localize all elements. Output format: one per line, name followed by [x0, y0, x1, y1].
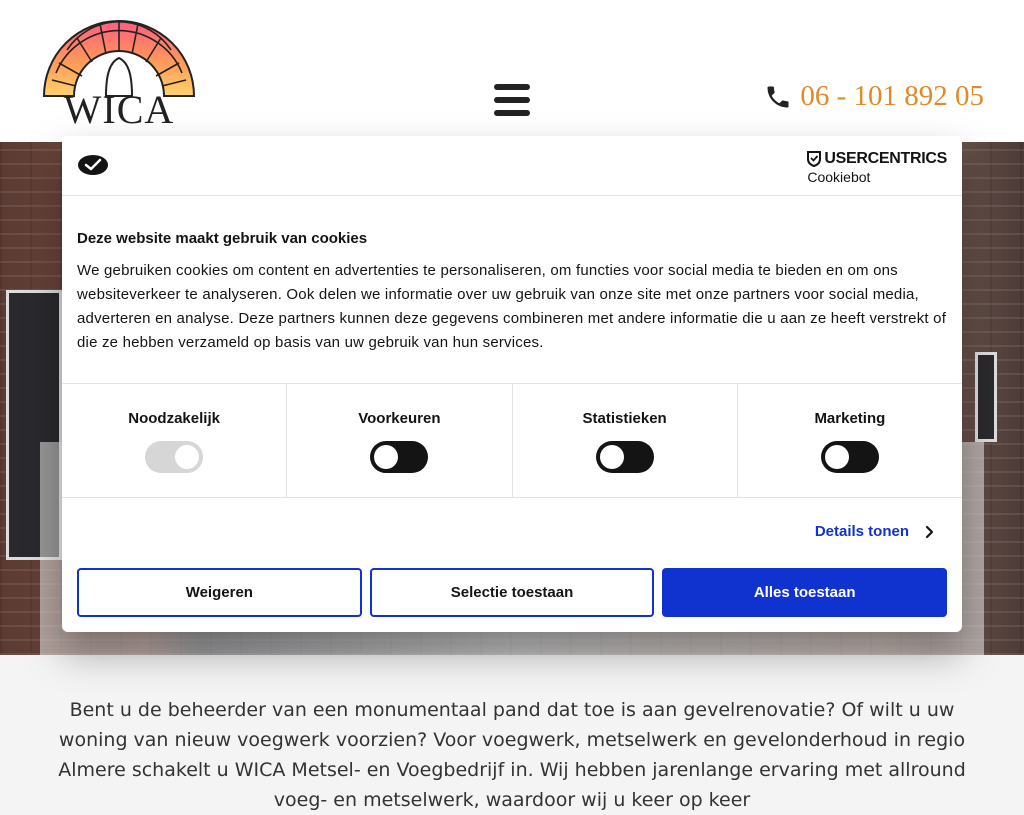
dialog-title: Deze website maakt gebruik van cookies: [77, 230, 368, 247]
reject-button[interactable]: Weigeren: [77, 568, 362, 617]
toggle-necessary: [145, 441, 203, 473]
toggle-marketing[interactable]: [821, 441, 879, 473]
phone-number[interactable]: 06 - 101 892 05: [800, 80, 984, 112]
category-label: Statistieken: [582, 410, 667, 427]
brand-name: USERCENTRICS: [824, 150, 947, 167]
category-marketing: [738, 384, 962, 497]
category-statistics: [513, 384, 738, 497]
allow-all-button[interactable]: Alles toestaan: [662, 568, 947, 617]
hero-window-right: [975, 352, 997, 442]
shield-icon: [807, 151, 821, 167]
intro-paragraph: Bent u de beheerder van een monumentaal pand dat toe is aan gevelrenovatie? Of wilt u uw woning van nieuw voegwerk voorzien? Voor voegwerk, metselwerk en gevelonderhoud in regio Almere schakelt u WICA Metsel- en Voegbedrijf in. Wij hebben jarenlange ervaring met allround voeg- en metselwerk, waardoor wij u keer op keer: [58, 699, 966, 811]
category-label: Marketing: [814, 410, 886, 427]
details-row: [62, 498, 962, 568]
category-preferences: [287, 384, 512, 497]
chevron-right-icon: [925, 525, 934, 539]
brand-sub: Cookiebot: [807, 169, 871, 185]
details-link[interactable]: [815, 523, 934, 540]
toggle-preferences[interactable]: [370, 441, 428, 473]
phone-link[interactable]: [764, 80, 984, 113]
site-header: [0, 0, 1024, 142]
dialog-text: We gebruiken cookies om content en advertenties te personaliseren, om functies voor social media te bieden en om ons websiteverkeer te analyseren. Ook delen we informatie over uw gebruik van onze site met onze partners voor social media, adverteren en analyse. Deze partners kunnen deze gegevens combineren met andere informatie die u aan ze heeft verstrekt of die ze hebben verzameld op basis van uw gebruik van hun services.: [77, 262, 947, 351]
details-label[interactable]: Details tonen: [814, 523, 909, 540]
logo-text: WICA: [63, 87, 175, 132]
cookie-categories: [62, 384, 962, 498]
category-label: Noodzakelijk: [128, 410, 220, 427]
cookiebot-logo-icon: [77, 153, 109, 177]
usercentrics-brand[interactable]: [807, 150, 947, 185]
wica-logo[interactable]: [40, 18, 198, 132]
menu-icon[interactable]: [494, 84, 530, 116]
category-label: Voorkeuren: [358, 410, 441, 427]
button-row: [62, 568, 962, 617]
category-necessary: [62, 384, 287, 497]
dialog-header: [62, 136, 962, 196]
dialog-body: [62, 196, 962, 384]
phone-icon: [764, 82, 792, 112]
cookie-consent-dialog: [62, 136, 962, 632]
toggle-statistics[interactable]: [596, 441, 654, 473]
allow-selection-button[interactable]: Selectie toestaan: [370, 568, 655, 617]
